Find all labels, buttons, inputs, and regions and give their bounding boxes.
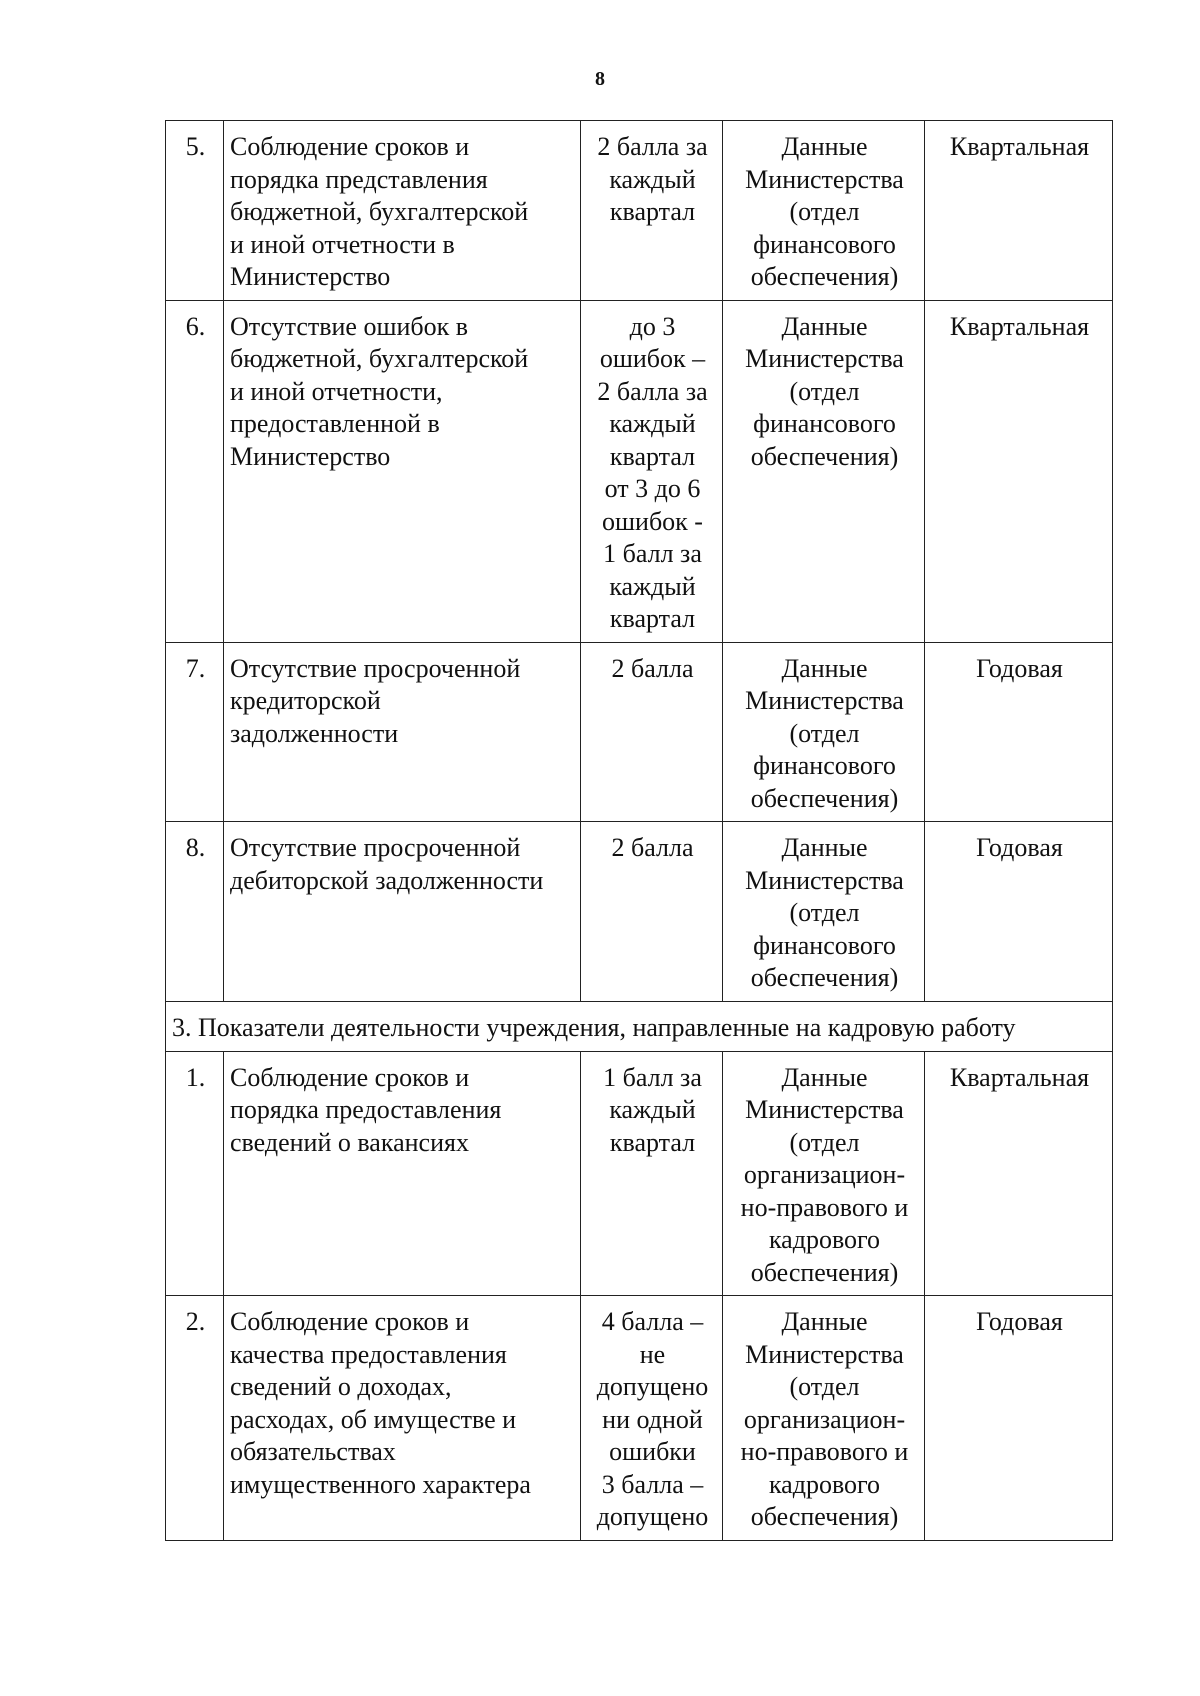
text-line: и иной отчетности, [230,376,443,406]
text-line: предоставленной в [230,409,440,438]
text-line: Данные [781,1062,868,1092]
data-source-cell [723,642,925,822]
section-title: 3. Показатели деятельности учреждения, направленные на кадровую работу [166,1001,1113,1051]
periodicity-cell: Квартальная [925,121,1113,301]
data-source-cell [723,300,925,642]
page-number: 8 [595,68,605,90]
text-line: ошибок – [599,344,706,373]
text-line: расходах, об имуществе и [230,1404,517,1434]
text-line: 2 балла [611,833,694,862]
text-line: кадрового [768,1225,881,1254]
text-line: обязательствах [230,1437,396,1466]
row-number-cell: 1. [166,1051,224,1296]
text-line: каждый [609,1095,696,1124]
text-line: финансового [753,930,896,960]
text-line: каждый [609,571,696,601]
text-line: организацион- [743,1160,906,1189]
text-line: обеспечения) [750,262,899,291]
periodicity-cell: Годовая [925,822,1113,1002]
text-line: не [639,1339,666,1369]
text-line: (отдел [789,1127,860,1157]
score-cell [581,121,723,301]
text-line: квартал [609,604,696,633]
text-line: Данные [781,833,868,862]
text-line: Отсутствие просроченной [230,653,521,683]
text-line: Данные [781,132,868,161]
text-line: Данные [781,653,868,683]
table-row [166,300,1113,642]
criterion-name-cell [224,822,581,1002]
criterion-name-cell [224,121,581,301]
periodicity-cell: Годовая [925,642,1113,822]
text-line: 2 балла за [597,376,708,406]
section-header-row [166,1001,1113,1051]
text-line: но-правового и [740,1192,909,1222]
text-line: квартал [609,1127,696,1157]
data-source-cell [723,1051,925,1296]
text-line: от 3 до 6 [604,474,701,503]
criteria-table [165,120,1113,1541]
text-line: (отдел [789,197,860,226]
text-line: бюджетной, бухгалтерской [230,344,529,373]
text-line: Соблюдение сроков и [230,1062,470,1092]
text-line: качества предоставления [230,1339,507,1369]
text-line: квартал [609,197,696,226]
text-line: сведений о доходах, [230,1372,452,1401]
periodicity-cell: Квартальная [925,300,1113,642]
text-line: кредиторской [230,686,381,715]
criterion-name-cell [224,300,581,642]
text-line: организацион- [743,1404,906,1434]
text-line: кадрового [768,1469,881,1499]
text-line: (отдел [789,376,860,406]
text-line: обеспечения) [750,1257,899,1287]
text-line: каждый [609,409,696,438]
text-line: 3 балла – [601,1469,704,1499]
text-line: Министерства [745,686,904,715]
table-row [166,642,1113,822]
text-line: задолженности [230,718,399,748]
text-line: Данные [781,311,868,341]
text-line: Министерства [745,1095,904,1124]
text-line: допущено [596,1502,709,1531]
score-cell [581,1051,723,1296]
score-cell [581,642,723,822]
score-cell [581,1296,723,1541]
text-line: обеспечения) [750,1502,899,1531]
text-line: 2 балла [611,653,694,683]
data-source-cell [723,1296,925,1541]
text-line: Министерство [230,441,391,471]
text-line: (отдел [789,718,860,748]
text-line: Данные [781,1307,868,1336]
text-line: но-правового и [740,1437,909,1466]
text-line: Соблюдение сроков и [230,132,470,161]
text-line: Министерства [745,164,904,194]
text-line: допущено [596,1372,709,1401]
row-number-cell: 6. [166,300,224,642]
text-line: бюджетной, бухгалтерской [230,197,529,226]
row-number-cell: 7. [166,642,224,822]
score-cell [581,300,723,642]
text-line: Отсутствие ошибок в [230,311,469,341]
text-line: Соблюдение сроков и [230,1307,470,1336]
text-line: порядка представления [230,164,488,194]
data-source-cell [723,822,925,1002]
text-line: 2 балла за [597,132,708,161]
text-line: Министерства [745,1339,904,1369]
table-row [166,822,1113,1002]
text-line: имущественного характера [230,1469,531,1499]
row-number-cell: 5. [166,121,224,301]
text-line: финансового [753,229,896,259]
criterion-name-cell [224,1051,581,1296]
row-number-cell: 2. [166,1296,224,1541]
criterion-name-cell [224,1296,581,1541]
text-line: Министерство [230,262,391,291]
text-line: обеспечения) [750,441,899,471]
text-line: порядка предоставления [230,1095,502,1124]
periodicity-cell: Квартальная [925,1051,1113,1296]
text-line: сведений о вакансиях [230,1127,469,1157]
text-line: каждый [609,164,696,194]
score-cell [581,822,723,1002]
criterion-name-cell [224,642,581,822]
text-line: 4 балла – [601,1307,704,1336]
text-line: Министерства [745,865,904,895]
text-line: ошибок - [602,506,703,536]
text-line: до 3 [629,311,676,341]
text-line: дебиторской задолженности [230,865,544,895]
text-line: 1 балл за [603,539,702,568]
text-line: финансового [753,751,896,780]
text-line: (отдел [789,1372,860,1401]
table-row [166,1296,1113,1541]
text-line: 1 балл за [603,1062,702,1092]
table-row [166,121,1113,301]
text-line: Отсутствие просроченной [230,833,521,862]
text-line: квартал [609,441,696,471]
text-line: Министерства [745,344,904,373]
text-line: финансового [753,409,896,438]
text-line: обеспечения) [750,963,899,992]
text-line: ни одной [602,1404,703,1434]
text-line: (отдел [789,898,860,927]
data-source-cell [723,121,925,301]
text-line: обеспечения) [750,783,899,813]
table-row [166,1051,1113,1296]
periodicity-cell: Годовая [925,1296,1113,1541]
row-number-cell: 8. [166,822,224,1002]
text-line: ошибки [609,1437,696,1466]
text-line: и иной отчетности в [230,229,455,259]
